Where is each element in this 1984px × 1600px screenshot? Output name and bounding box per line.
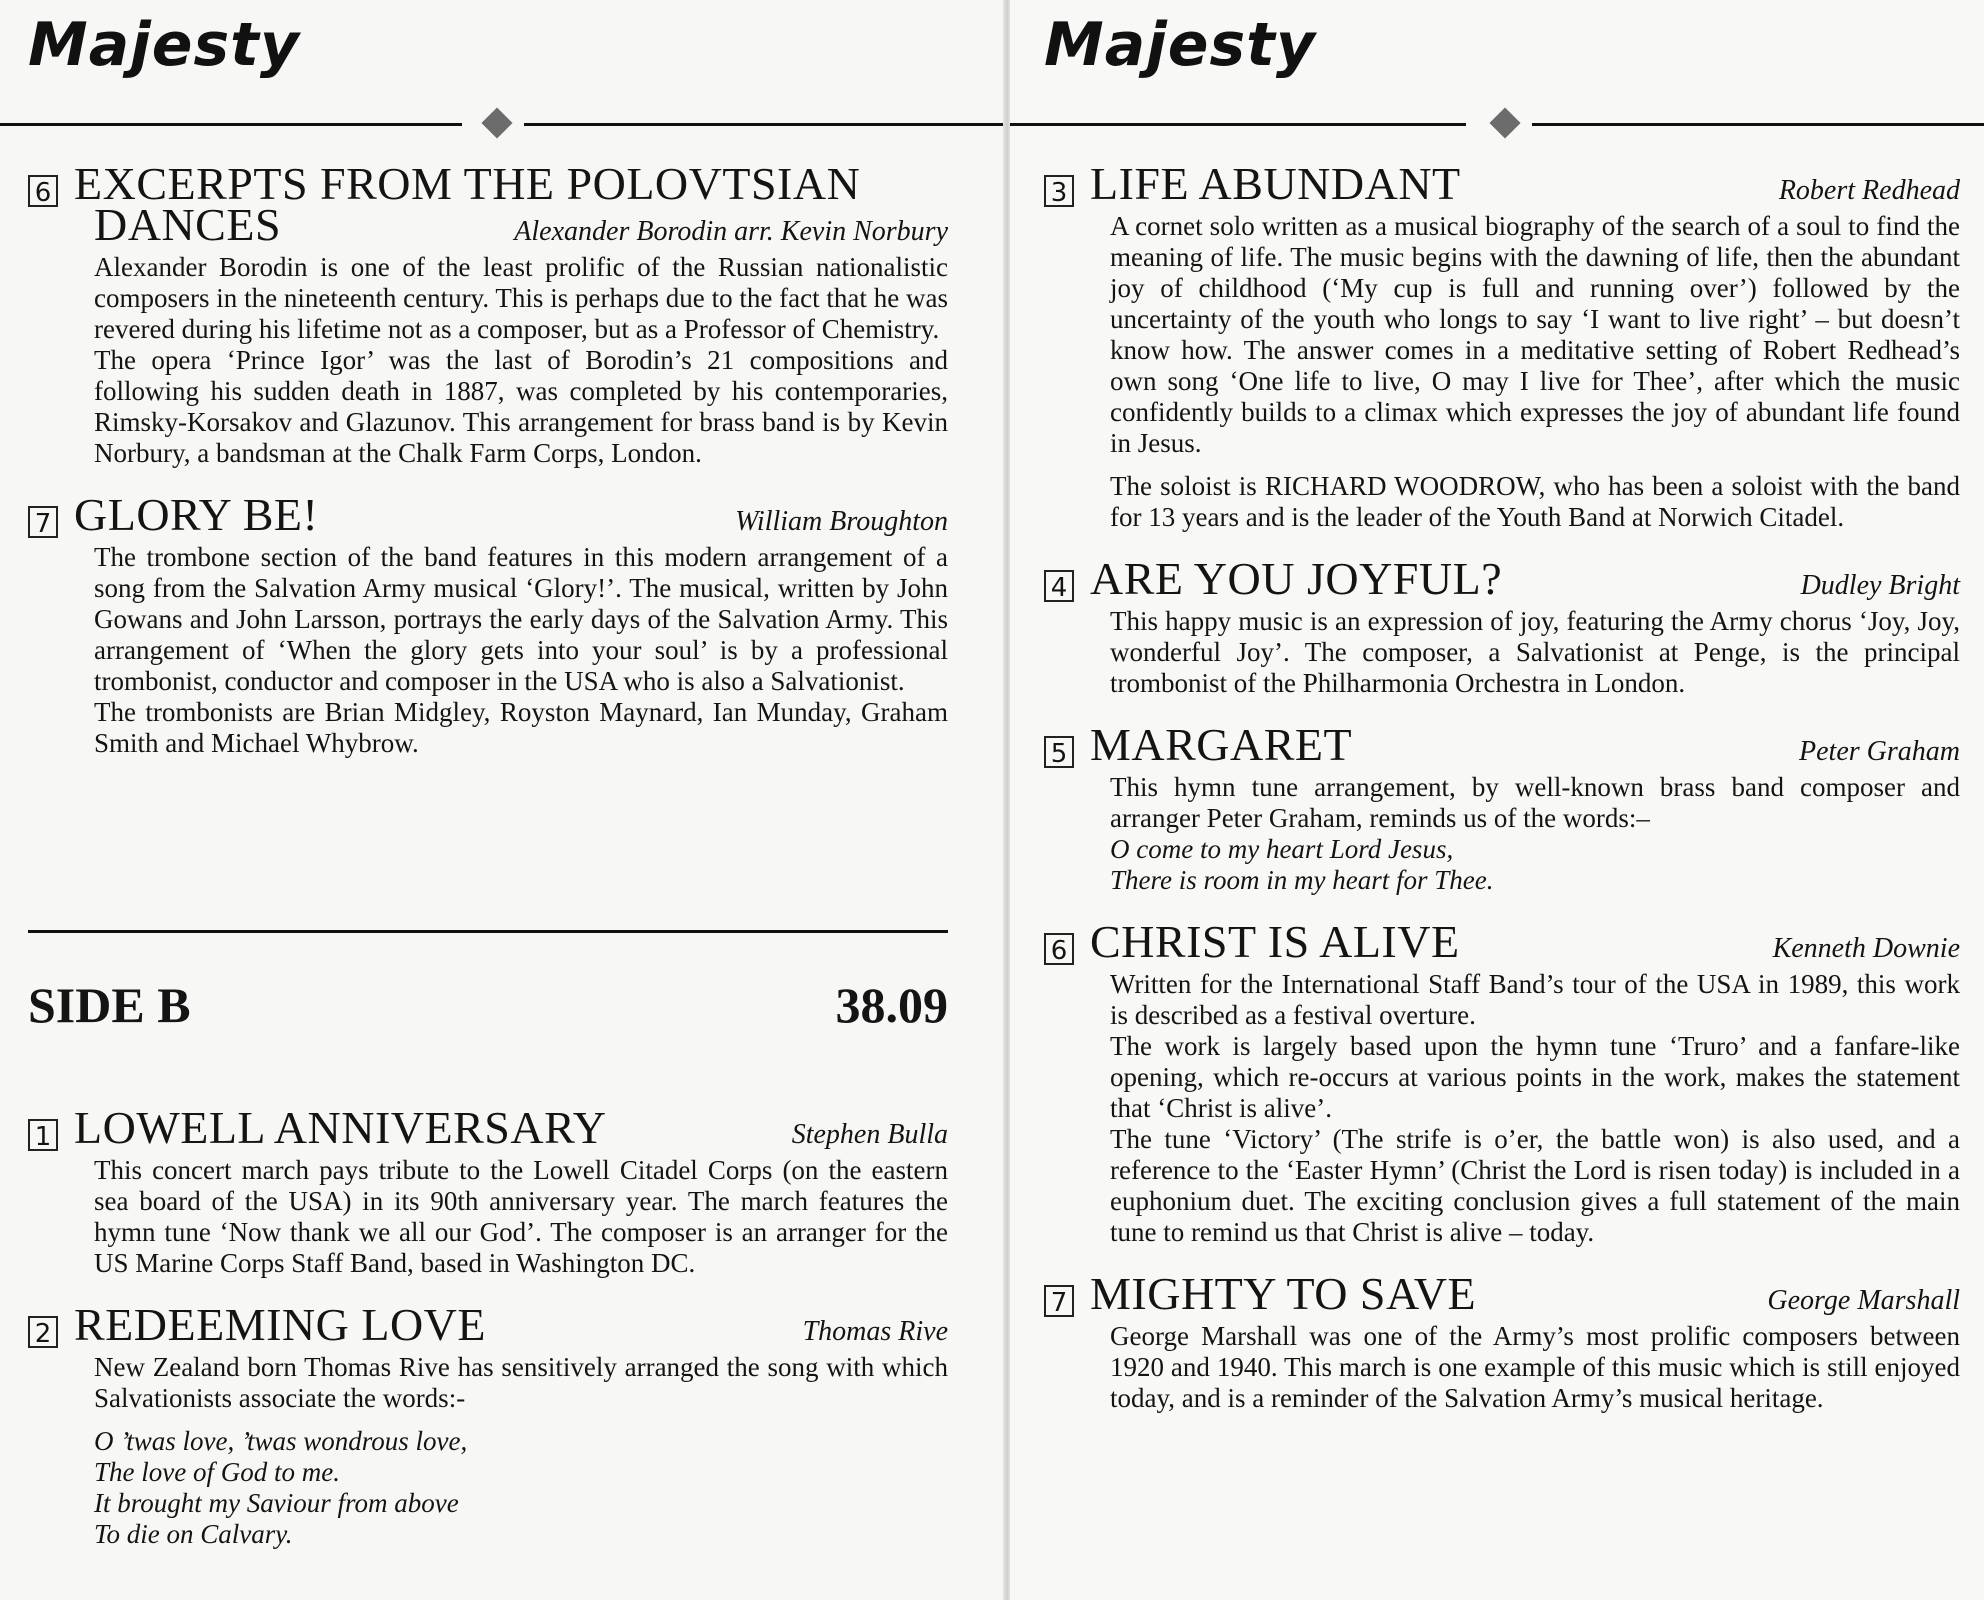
track-title: MARGARET bbox=[1090, 719, 1353, 770]
track-number: 4 bbox=[1044, 570, 1074, 602]
track-6-christ-is-alive bbox=[1044, 916, 1960, 1248]
track-number: 1 bbox=[28, 1119, 58, 1151]
section-divider bbox=[28, 930, 948, 933]
track-composer: George Marshall bbox=[1767, 1285, 1960, 1316]
verse-line: O come to my heart Lord Jesus, bbox=[1110, 834, 1454, 864]
hymn-verse bbox=[1044, 834, 1960, 896]
track-number: 7 bbox=[1044, 1285, 1074, 1317]
verse-line: There is room in my heart for Thee. bbox=[1110, 865, 1494, 895]
track-description: This happy music is an expression of joy, featuring the Army chorus ‘Joy, Joy, wonderful Joy’. The composer, a Salvationist at Penge, is the principal trombonist of the Philharmonia Orchestra in London. bbox=[1110, 606, 1960, 698]
side-b-header bbox=[28, 976, 948, 1034]
track-description: George Marshall was one of the Army’s most prolific composers between 1920 and 1940. This march is one example of this music which is still enjoyed today, and is a reminder of the Salvation Army’s musical heritage. bbox=[1110, 1321, 1960, 1413]
track-5-margaret bbox=[1044, 719, 1960, 896]
header-rule-left bbox=[0, 123, 462, 126]
track-heading bbox=[28, 1299, 948, 1352]
track-description: The work is largely based upon the hymn tune ‘Truro’ and a fanfare-like opening, which re-occurs at various points in the work, makes the statement that ‘Christ is alive’. bbox=[1110, 1031, 1960, 1123]
track-6-polovtsian bbox=[28, 158, 948, 469]
track-4-are-you-joyful bbox=[1044, 553, 1960, 699]
track-number: 5 bbox=[1044, 736, 1074, 768]
track-description: A cornet solo written as a musical biography of the search of a soul to find the meaning of life. The music begins with the dawning of life, then the abundant joy of childhood (‘My cup is full and running over’) followed by the uncertainty of the youth who longs to say ‘I want to live right’ – but doesn’t know how. The answer comes in a meditative setting of Robert Redhead’s own song ‘One life to live, O may I live for Thee’, after which the music confidently builds to a climax which expresses the joy of abundant life found in Jesus. bbox=[1110, 211, 1960, 458]
track-title: ARE YOU JOYFUL? bbox=[1090, 553, 1503, 604]
track-number: 6 bbox=[28, 175, 58, 207]
track-composer: Alexander Borodin arr. Kevin Norbury bbox=[514, 216, 948, 247]
track-title: GLORY BE! bbox=[74, 489, 319, 540]
side-label: SIDE B bbox=[28, 977, 191, 1033]
track-number: 2 bbox=[28, 1316, 58, 1348]
track-3-life-abundant bbox=[1044, 158, 1960, 533]
track-description: The trombone section of the band features in this modern arrangement of a song from the Salvation Army musical ‘Glory!’. The musical, written by John Gowans and John Larsson, portrays the early days of the Salvation Army. This arrangement of ‘When the glory gets into your soul’ is by a professional trombonist, conductor and composer in the USA who is also a Salvationist. bbox=[94, 542, 948, 696]
track-heading bbox=[1044, 158, 1960, 211]
track-description: New Zealand born Thomas Rive has sensitively arranged the song with which Salvationists associate the words:- bbox=[94, 1352, 948, 1413]
track-7-mighty-to-save bbox=[1044, 1268, 1960, 1414]
track-description: This hymn tune arrangement, by well-known brass band composer and arranger Peter Graham, reminds us of the words:– bbox=[1110, 772, 1960, 833]
header-rule-right bbox=[1532, 123, 1984, 126]
side-b-track-list-continued bbox=[1044, 158, 1960, 1432]
side-b-track-list bbox=[28, 1102, 948, 1568]
track-description: The soloist is RICHARD WOODROW, who has been a soloist with the band for 13 years and is the leader of the Youth Band at Norwich Citadel. bbox=[1110, 471, 1960, 532]
track-heading bbox=[1044, 553, 1960, 606]
track-heading bbox=[1044, 719, 1960, 772]
track-title: MIGHTY TO SAVE bbox=[1090, 1268, 1477, 1319]
track-composer: Peter Graham bbox=[1799, 736, 1960, 767]
track-composer: Robert Redhead bbox=[1778, 175, 1960, 206]
track-heading bbox=[28, 158, 948, 252]
track-description: The tune ‘Victory’ (The strife is o’er, the battle won) is also used, and a reference to the ‘Easter Hymn’ (Christ the Lord is risen today) is included in a euphonium duet. The exciting conclusion gives a full statement of the main tune to remind us that Christ is alive – today. bbox=[1110, 1124, 1960, 1247]
verse-line: O ’twas love, ’twas wondrous love, bbox=[94, 1426, 468, 1456]
track-2-redeeming-love bbox=[28, 1299, 948, 1550]
track-title: CHRIST IS ALIVE bbox=[1090, 916, 1460, 967]
track-number: 7 bbox=[28, 506, 58, 538]
track-description: Alexander Borodin is one of the least prolific of the Russian nationalistic composers in the nineteenth century. This is perhaps due to the fact that he was revered during his lifetime not as a composer, but as a Professor of Chemistry. bbox=[94, 252, 948, 344]
diamond-ornament-icon bbox=[481, 107, 512, 138]
track-description: The trombonists are Brian Midgley, Royston Maynard, Ian Munday, Graham Smith and Michael Whybrow. bbox=[94, 697, 948, 758]
track-title-continued: DANCES bbox=[94, 199, 282, 250]
track-heading bbox=[28, 1102, 948, 1155]
track-7-glory-be bbox=[28, 489, 948, 759]
track-heading bbox=[28, 489, 948, 542]
verse-line: To die on Calvary. bbox=[94, 1519, 293, 1549]
track-composer: Kenneth Downie bbox=[1772, 933, 1960, 964]
track-heading bbox=[1044, 1268, 1960, 1321]
track-heading bbox=[1044, 916, 1960, 969]
right-page bbox=[1010, 0, 1984, 1600]
track-composer: Thomas Rive bbox=[802, 1316, 948, 1347]
track-description: The opera ‘Prince Igor’ was the last of Borodin’s 21 compositions and following his sudden death in 1887, was completed by his contemporaries, Rimsky-Korsakov and Glazunov. This arrangement for brass band is by Kevin Norbury, a bandsman at the Chalk Farm Corps, London. bbox=[94, 345, 948, 468]
track-composer: William Broughton bbox=[735, 506, 948, 537]
track-title: EXCERPTS FROM THE POLOVTSIAN bbox=[74, 158, 861, 209]
track-1-lowell-anniversary bbox=[28, 1102, 948, 1279]
track-composer: Dudley Bright bbox=[1800, 570, 1960, 601]
verse-line: The love of God to me. bbox=[94, 1457, 340, 1487]
hymn-verse bbox=[28, 1426, 948, 1550]
verse-line: It brought my Saviour from above bbox=[94, 1488, 459, 1518]
brand-title: Majesty bbox=[28, 10, 300, 80]
track-composer: Stephen Bulla bbox=[791, 1119, 948, 1150]
track-description: This concert march pays tribute to the Lowell Citadel Corps (on the eastern sea board of the USA) in its 90th anniversary year. The march features the hymn tune ‘Now thank we all our God’. The composer is an arranger for the US Marine Corps Staff Band, based in Washington DC. bbox=[94, 1155, 948, 1278]
track-title: LOWELL ANNIVERSARY bbox=[74, 1102, 607, 1153]
side-a-track-list bbox=[28, 158, 948, 777]
track-description: Written for the International Staff Band’s tour of the USA in 1989, this work is described as a festival overture. bbox=[1110, 969, 1960, 1030]
brand-title: Majesty bbox=[1044, 10, 1316, 80]
track-number: 6 bbox=[1044, 933, 1074, 965]
header-rule-left bbox=[1010, 123, 1466, 126]
track-title: LIFE ABUNDANT bbox=[1090, 158, 1461, 209]
side-duration: 38.09 bbox=[835, 977, 948, 1033]
track-title: REDEEMING LOVE bbox=[74, 1299, 486, 1350]
track-number: 3 bbox=[1044, 175, 1074, 207]
diamond-ornament-icon bbox=[1489, 107, 1520, 138]
header-rule-right bbox=[524, 123, 1005, 126]
